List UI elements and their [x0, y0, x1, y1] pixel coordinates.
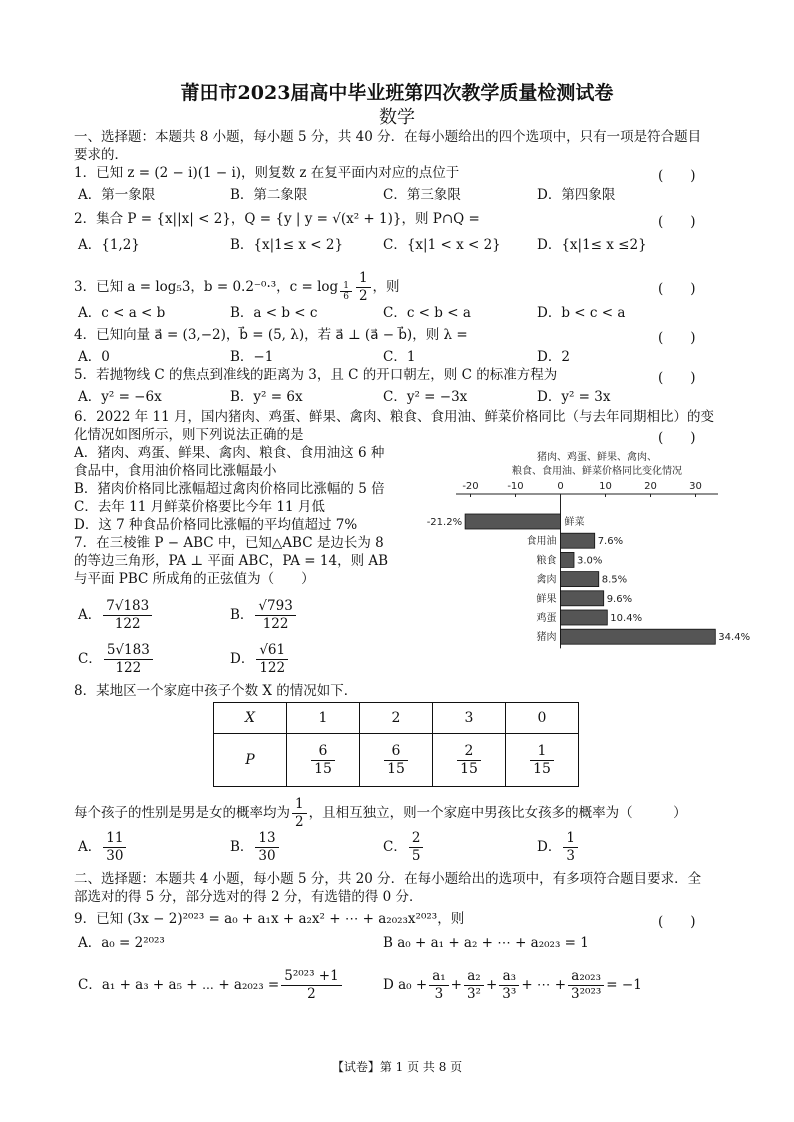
q7-option-c-num: 5√183 [104, 642, 153, 660]
q6-stem-line1: 6．2022 年 11 月，国内猪肉、鸡蛋、鲜果、禽肉、粮食、食用油、鲜菜价格同比（与去年同期相比）的变 [74, 409, 714, 425]
q3-log-base [340, 281, 352, 302]
q8-p-value [360, 734, 433, 787]
q8-p-value [433, 734, 506, 787]
q9-option-d-t1-num: a₁ [429, 968, 448, 986]
chart-value-label: 9.6% [606, 593, 633, 605]
q9-option-d-rhs: = −1 [606, 977, 642, 993]
chart-bar [561, 572, 599, 587]
q3-option-a: A．c < a < b [78, 305, 166, 321]
q7-option-d-den: 122 [259, 660, 286, 676]
q3-answer-paren: ( ) [658, 281, 696, 297]
q1-option-a: A．第一象限 [78, 187, 156, 203]
chart-bar [561, 552, 575, 567]
chart-x-tick-label: 0 [557, 481, 564, 492]
q9-option-d-t3-num: a₃ [499, 968, 519, 986]
chart-category-label: 鲜果 [536, 593, 557, 605]
q9-option-d-t3-den: 3³ [502, 986, 517, 1002]
q9-stem: 9．已知 (3x − 2)²⁰²³ = a₀ + a₁x + a₂x² + ⋯ + a₂₀₂₃x²⁰²³，则 [74, 911, 465, 927]
q8-option-b-label: B． [230, 839, 254, 855]
page-footer: 【试卷】第 1 页 共 8 页 [331, 1060, 463, 1074]
chart-category-label: 禽肉 [536, 574, 557, 586]
chart-x-tick-label: 30 [689, 481, 702, 492]
q8-x-header: X [214, 703, 287, 734]
q8-p-frac [530, 743, 554, 778]
q8-x-value: 2 [360, 703, 433, 734]
q9-option-c-den: 2 [307, 986, 316, 1002]
q7-option-d-frac [256, 642, 288, 677]
chart-value-label: 10.4% [610, 613, 643, 624]
q8-p-num: 2 [457, 743, 481, 761]
q5-stem: 5．若抛物线 C 的焦点到准线的距离为 3，且 C 的开口朝左，则 C 的标准方程为 [74, 367, 558, 383]
q3-stem-b: ，则 [372, 279, 400, 295]
q9-option-b: B a₀ + a₁ + a₂ + ⋯ + a₂₀₂₃ = 1 [383, 935, 589, 951]
q3-stem-a: 3．已知 a = log₅3，b = 0.2⁻⁰·³，c = log [74, 279, 339, 295]
q7-option-b-den: 122 [262, 616, 289, 632]
exam-title: 莆田市2023届高中毕业班第四次教学质量检测试卷 [180, 82, 614, 104]
q8-x-row [214, 703, 579, 734]
q5-option-d: D．y² = 3x [537, 389, 611, 405]
q8-option-d-den: 3 [566, 848, 575, 864]
chart-title-line1: 猪肉、鸡蛋、鲜果、禽肉、 [537, 452, 657, 463]
q8-distribution-table [213, 702, 579, 787]
q8-x-value: 1 [287, 703, 360, 734]
q9-option-d-t2-den: 3² [466, 986, 481, 1002]
q4-option-c: C．1 [383, 349, 416, 365]
q8-option-a-label: A． [78, 839, 102, 855]
chart-value-label: -21.2% [426, 517, 463, 528]
q1-stem: 1．已知 z = (2 − i)(1 − i)，则复数 z 在复平面内对应的点位于 [74, 165, 460, 181]
q6-stem-line2: 化情况如图所示，则下列说法正确的是 [74, 427, 304, 443]
q6-bar-chart [400, 448, 751, 648]
q4-answer-paren: ( ) [658, 330, 696, 346]
q8-p-frac [311, 743, 335, 778]
q8-stem: 8．某地区一个家庭中孩子个数 X 的情况如下． [74, 683, 358, 699]
q6-chart-svg [400, 448, 751, 648]
chart-category-label: 鸡蛋 [536, 613, 557, 624]
q5-option-a: A．y² = −6x [78, 389, 162, 405]
q7-option-a-den: 122 [114, 616, 141, 632]
q5-option-b: B．y² = 6x [230, 389, 303, 405]
q8-option-b-den: 30 [258, 848, 276, 864]
chart-x-tick-label: -20 [462, 481, 479, 492]
q8-option-a-frac [103, 830, 126, 865]
q7-option-b-num: √793 [255, 598, 295, 616]
chart-x-tick-label: 10 [599, 481, 612, 492]
q8-option-d-frac [563, 830, 578, 865]
q7-option-c-frac [104, 642, 153, 677]
q8-p-num: 1 [530, 743, 554, 761]
q2-answer-paren: ( ) [658, 214, 696, 230]
q7-option-d [230, 642, 290, 677]
q7-option-d-label: D． [230, 651, 255, 667]
q4-stem: 4．已知向量 a⃗ = (3,−2)，b⃗ = (5, λ)，若 a⃗ ⊥ (a⃗ − b⃗)，则 λ = [74, 327, 468, 343]
q7-option-b [230, 598, 298, 633]
chart-category-label: 食用油 [526, 536, 557, 548]
q9-option-d-t2-num: a₂ [464, 968, 484, 986]
q8-option-b-frac [255, 830, 278, 865]
q7-option-c-den: 122 [115, 660, 142, 676]
chart-value-label: 7.6% [597, 536, 624, 548]
q1-option-d: D．第四象限 [537, 187, 616, 203]
q3-log-arg-den: 2 [358, 288, 368, 304]
q6-option-a: A．猪肉、鸡蛋、鲜果、禽肉、粮食、食用油这 6 种 [74, 445, 385, 461]
chart-bar [561, 629, 716, 644]
q3-option-c: C．c < b < a [383, 305, 471, 321]
section-two-heading-line2: 部选对的得 5 分，部分选对的得 2 分，有选错的得 0 分． [74, 889, 423, 905]
q8-option-d-label: D． [537, 839, 562, 855]
chart-category-label: 粮食 [536, 555, 557, 567]
chart-x-tick-label: 20 [644, 481, 657, 492]
q3-log-base-den: 6 [343, 292, 349, 302]
q9-option-c [78, 968, 344, 1003]
q9-option-d-t1-den: 3 [434, 986, 444, 1002]
q9-answer-paren: ( ) [658, 914, 696, 930]
q4-option-d: D．2 [537, 349, 570, 365]
q3-option-b: B．a < b < c [230, 305, 318, 321]
q9-option-d-t1 [429, 968, 448, 1003]
q7-line1: 7．在三棱锥 P − ABC 中，已知△ABC 是边长为 8 [74, 535, 384, 551]
subject-title: 数学 [379, 107, 415, 128]
q8-p-value [506, 734, 579, 787]
q9-option-d: D a₀ + $\frac{\text{a₁}}{3}$ + $\frac{\text{a₂}}{\text{3²}}$ + $\frac{\text{a₃}}{\text{3³}}$ + ⋯ + $\frac{\text{a₂₀₂₃}}{\text{3²⁰²³}}$ = −1 [383, 968, 642, 1002]
q5-answer-paren: ( ) [658, 370, 696, 386]
q2-option-d: D．{x|1≤ x ≤2} [537, 237, 647, 253]
q8-after-text [74, 796, 687, 831]
q8-option-b [230, 830, 281, 865]
q9-option-c-frac [281, 968, 341, 1003]
q8-p-num: 6 [311, 743, 335, 761]
q6-answer-paren: ( ) [658, 430, 696, 446]
q8-option-a-den: 30 [106, 848, 124, 864]
q8-p-frac [457, 743, 481, 778]
chart-value-label: 8.5% [601, 574, 628, 586]
q8-option-c [383, 830, 425, 865]
q6-option-c: C．去年 11 月鲜菜价格要比今年 11 月低 [74, 499, 325, 515]
q8-x-value: 3 [433, 703, 506, 734]
q1-answer-paren: ( ) [658, 168, 696, 184]
q9-option-a: A．a₀ = 2²⁰²³ [78, 935, 165, 951]
section-two-heading-line1: 二、选择题：本题共 4 小题，每小题 5 分，共 20 分．在每小题给出的选项中，有多项符合题目要求．全 [74, 871, 702, 887]
q2-stem: 2．集合 P = {x||x| < 2}，Q = {y | y = √(x² + 1)}，则 P∩Q = [74, 211, 480, 227]
q8-p-num: 6 [384, 743, 408, 761]
q7-option-b-frac [255, 598, 295, 633]
q8-option-b-num: 13 [255, 830, 278, 848]
q9-option-d-t3 [499, 968, 519, 1003]
q8-p-header: P [214, 734, 287, 787]
q8-option-c-label: C． [383, 839, 407, 855]
q5-option-c: C．y² = −3x [383, 389, 468, 405]
q7-option-d-num: √61 [256, 642, 288, 660]
q9-option-c-num: 5²⁰²³ +1 [281, 968, 341, 986]
q9-option-d-t4 [568, 968, 604, 1003]
q4-option-a: A．0 [78, 349, 110, 365]
q9-option-d-t4-num: a₂₀₂₃ [568, 968, 604, 986]
q6-option-b: B．猪肉价格同比涨幅超过禽肉价格同比涨幅的 5 倍 [74, 481, 385, 497]
q3-log-arg [356, 270, 371, 305]
q7-line2: 的等边三角形，PA ⊥ 平面 ABC，PA = 14，则 AB [74, 553, 389, 569]
q8-option-d-num: 1 [563, 830, 578, 848]
q9-option-d-lhs: D a₀ + [383, 977, 428, 993]
q9-option-c-lhs: C．a₁ + a₃ + a₅ + ⋯ + a₂₀₂₃ = [78, 977, 280, 993]
q8-after-b: ，且相互独立，则一个家庭中男孩比女孩多的概率为（ ） [308, 805, 687, 821]
chart-x-tick-label: -10 [507, 481, 524, 492]
q2-option-b: B．{x|1≤ x < 2} [230, 237, 344, 253]
q8-half-den: 2 [295, 814, 304, 830]
q8-after-a: 每个孩子的性别是男是女的概率均为 [74, 805, 290, 821]
q8-option-a [78, 830, 128, 865]
chart-bar [561, 610, 608, 625]
chart-bar [561, 533, 595, 548]
q2-option-a: A．{1,2} [78, 237, 140, 253]
q8-p-den: 15 [533, 760, 551, 777]
q7-option-b-label: B． [230, 607, 254, 623]
q8-option-c-frac [409, 830, 424, 865]
chart-title-line2: 粮食、食用油、鲜菜价格同比变化情况 [512, 466, 682, 477]
q9-option-d-t2 [464, 968, 484, 1003]
q7-option-c-label: C． [78, 651, 102, 667]
q8-half-num: 1 [292, 796, 307, 814]
q1-option-c: C．第三象限 [383, 187, 461, 203]
q8-p-row [214, 734, 579, 787]
q3-option-d: D．b < c < a [537, 305, 626, 321]
q7-option-a-frac [103, 598, 152, 633]
q8-option-c-num: 2 [409, 830, 424, 848]
q7-option-c [78, 642, 155, 677]
q8-x-value: 0 [506, 703, 579, 734]
chart-category-label: 猪肉 [536, 632, 557, 644]
q8-p-den: 15 [314, 760, 332, 777]
q7-option-a-label: A． [78, 607, 102, 623]
chart-bar [465, 514, 560, 529]
q7-line3: 与平面 PBC 所成角的正弦值为（ ） [74, 571, 315, 587]
q2-option-c: C．{x|1 < x < 2} [383, 237, 501, 253]
q3-log-arg-num: 1 [356, 270, 371, 288]
q4-option-b: B．−1 [230, 349, 274, 365]
q6-option-d: D．这 7 种食品价格同比涨幅的平均值超过 7% [74, 517, 358, 533]
chart-category-label: 鲜菜 [564, 517, 585, 528]
q8-p-frac [384, 743, 408, 778]
q7-option-a [78, 598, 154, 633]
q9-option-d-t4-den: 3²⁰²³ [571, 986, 602, 1002]
q8-p-value [287, 734, 360, 787]
q1-option-b: B．第二象限 [230, 187, 308, 203]
chart-value-label: 34.4% [718, 632, 751, 644]
q3-stem [74, 270, 400, 305]
q3-log-base-num: 1 [340, 281, 352, 292]
chart-value-label: 3.0% [577, 555, 603, 567]
q6-option-a-cont: 食品中，食用油价格同比涨幅最小 [74, 463, 277, 479]
q8-option-a-num: 11 [103, 830, 126, 848]
q7-option-a-num: 7√183 [103, 598, 152, 616]
chart-bar [561, 591, 604, 606]
q8-half-frac [292, 796, 307, 831]
section-one-heading: 一、选择题：本题共 8 小题，每小题 5 分，共 40 分．在每小题给出的四个选项中，只有一项是符合题目要求的． [74, 129, 702, 163]
q8-p-den: 15 [387, 760, 405, 777]
q8-option-d [537, 830, 580, 865]
q8-option-c-den: 5 [411, 848, 421, 864]
q8-p-den: 15 [460, 760, 478, 777]
